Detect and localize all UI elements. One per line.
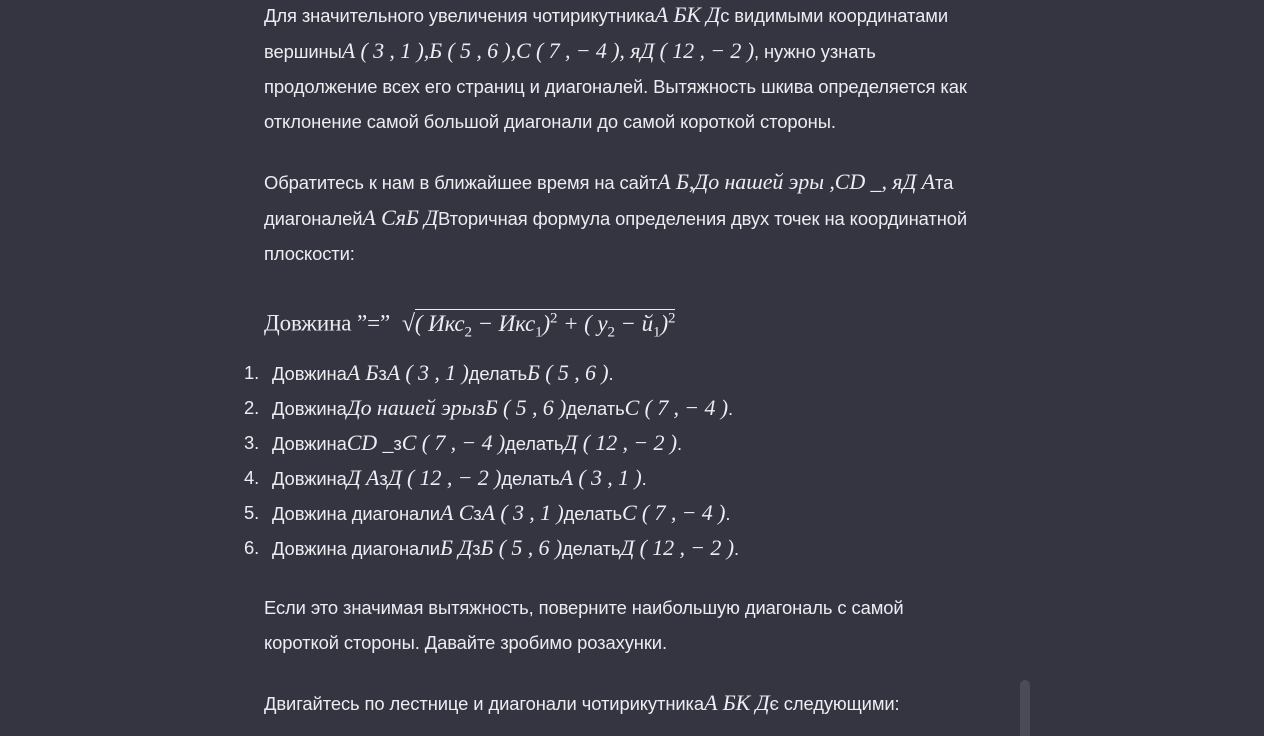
text-span: , нужно узнать — [753, 41, 876, 62]
text-span: . — [677, 433, 683, 454]
list-item — [244, 425, 1044, 460]
math-segment: А Б — [346, 360, 379, 385]
text-span: . — [608, 363, 614, 384]
list-number: 2. — [244, 397, 260, 418]
list-number: 1. — [244, 362, 260, 383]
text-span: плоскости: — [264, 243, 355, 264]
sub: 1 — [535, 324, 543, 341]
text-span: Если это значимая вытяжность, поверните наибольшую диагональ с самой — [264, 597, 904, 618]
step-label: Довжина — [272, 363, 347, 384]
text-span: . — [727, 398, 733, 419]
paren: ( — [584, 310, 598, 336]
math-point: А ( 3 , 1 ) — [559, 465, 642, 490]
text-span: є следующими: — [769, 693, 900, 714]
paren: ( — [414, 310, 429, 336]
list-item — [244, 530, 1044, 565]
math-diagonals: А СяБ Д — [362, 205, 439, 230]
steps-list — [244, 355, 1044, 565]
list-number: 4. — [244, 467, 260, 488]
op: − — [471, 310, 499, 336]
text-span: . — [725, 503, 731, 524]
text-span: делать — [566, 398, 625, 419]
text-span: . — [641, 468, 647, 489]
text-span: делать — [563, 503, 622, 524]
text-span: продолжение всех его страниц и диагоналей. Вытяжность шкива определяется как — [264, 76, 967, 97]
method-paragraph — [264, 164, 1044, 271]
math-point: А ( 3 , 1 ) — [481, 500, 564, 525]
text-span: Обратитесь к нам в ближайшее время на сайт — [264, 172, 658, 193]
text-span: з — [472, 538, 481, 559]
list-number: 6. — [244, 537, 260, 558]
text-span: делать — [468, 363, 527, 384]
list-item — [244, 355, 1044, 390]
text-span: с видимыми координатами — [720, 5, 948, 26]
paren: ) — [542, 310, 551, 336]
math-point: С ( 7 , − 4 ) — [624, 395, 728, 420]
text-span: делать — [562, 538, 621, 559]
formula-radicand — [414, 309, 676, 341]
sub: 2 — [464, 324, 472, 341]
text-span: вершины — [264, 41, 342, 62]
sub: 2 — [607, 324, 615, 341]
var-x: Икс — [428, 310, 465, 336]
conclusion-paragraph — [264, 590, 1044, 660]
text-span: делать — [501, 468, 560, 489]
sup: 2 — [550, 310, 558, 326]
text-span: з — [393, 433, 402, 454]
text-span: з — [476, 398, 485, 419]
step-label: Довжина диагонали — [272, 503, 440, 524]
step-label: Довжина диагонали — [272, 538, 440, 559]
text-span: Для значительного увеличения чотирикутника — [264, 5, 655, 26]
math-segment: CD _ — [346, 430, 394, 455]
op: + — [557, 310, 585, 336]
math-segment: Б Д — [439, 535, 473, 560]
text-span: з — [379, 468, 388, 489]
math-point: Д ( 12 , − 2 ) — [620, 535, 734, 560]
math-segment: До нашей эры — [346, 395, 477, 420]
chat-message-content — [244, 0, 1044, 721]
math-segment: А С — [439, 500, 474, 525]
text-span: короткой стороны. Давайте зробимо розахунки. — [264, 632, 667, 653]
math-point: С ( 7 , − 4 ) — [621, 500, 726, 525]
sub: 1 — [653, 324, 661, 341]
step-label: Довжина — [272, 468, 347, 489]
math-point: Б ( 5 , 6 ) — [484, 395, 567, 420]
results-intro-paragraph — [264, 685, 1044, 721]
list-item — [244, 460, 1044, 495]
text-span: Двигайтесь по лестнице и диагонали чотирикутника — [264, 693, 705, 714]
step-label: Довжина — [272, 398, 347, 419]
math-point: С ( 7 , − 4 ) — [401, 430, 506, 455]
var-x: Икс — [498, 310, 536, 336]
text-span: диагоналей — [264, 208, 363, 229]
math-quadrilateral: А БК Д — [704, 690, 770, 715]
list-item — [244, 495, 1044, 530]
text-span: отклонение самой большой диагонали до самой короткой стороны. — [264, 111, 836, 132]
text-span: з — [473, 503, 482, 524]
var-y: y — [597, 310, 608, 336]
var-y: й — [641, 310, 654, 336]
scrollbar-thumb[interactable] — [1020, 680, 1030, 736]
formula-lhs: Довжина ”=” — [264, 310, 391, 336]
text-span: . — [733, 538, 739, 559]
math-point: Д ( 12 , − 2 ) — [563, 430, 678, 455]
list-item — [244, 390, 1044, 425]
step-label: Довжина — [272, 433, 347, 454]
math-point: Б ( 5 , 6 ) — [480, 535, 563, 560]
sup: 2 — [668, 310, 676, 326]
op: − — [614, 310, 642, 336]
list-number: 3. — [244, 432, 260, 453]
paren: ) — [660, 310, 669, 336]
text-span: та — [935, 172, 954, 193]
sqrt-sign: √ — [401, 310, 415, 337]
intro-paragraph — [264, 0, 1044, 139]
math-sides: А Б,До нашей эры ,CD _, яД А — [657, 169, 936, 194]
list-number: 5. — [244, 502, 260, 523]
distance-formula — [264, 298, 1044, 341]
text-span: Вторичная формула определения двух точек на координатной — [438, 208, 968, 229]
math-point: А ( 3 , 1 ) — [386, 360, 469, 385]
math-vertices: А ( 3 , 1 ),Б ( 5 , 6 ),С ( 7 , − 4 ), яД ( 12 , − 2 ) — [341, 38, 754, 63]
math-point: Б ( 5 , 6 ) — [527, 360, 609, 385]
math-quadrilateral: А БК Д — [654, 2, 721, 27]
text-span: з — [378, 363, 387, 384]
text-span: делать — [505, 433, 564, 454]
math-segment: Д А — [346, 465, 380, 490]
math-point: Д ( 12 , − 2 ) — [387, 465, 502, 490]
